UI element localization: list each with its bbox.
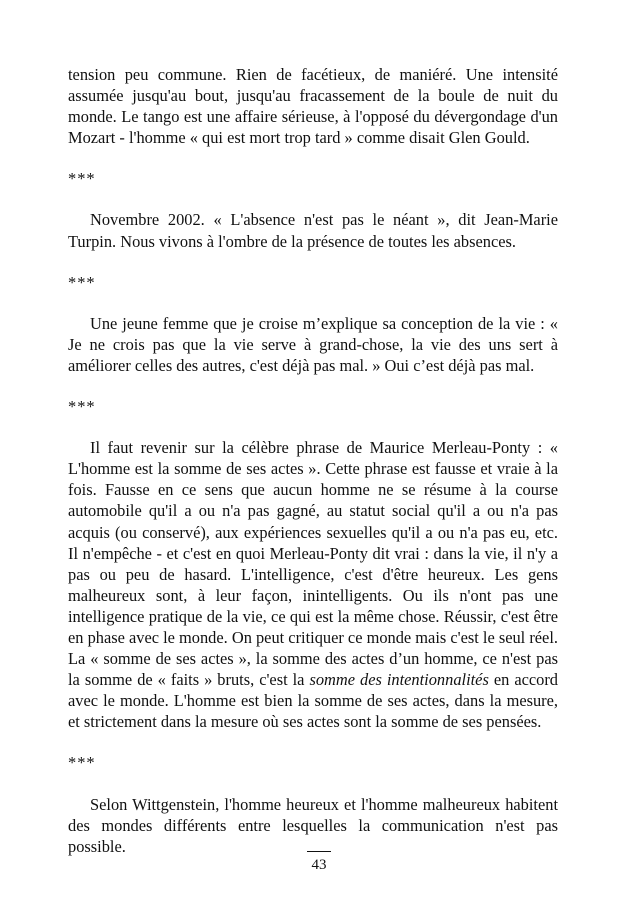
paragraph-merleau-ponty: [68, 437, 558, 732]
section-separator: ***: [68, 169, 96, 189]
emphasis-intentionnalites: somme des intentionnalités: [309, 670, 489, 690]
paragraph-merleau-ponty-part2: en accord avec le monde. L'homme est bien la somme de ses actes, dans la mesure, et strictement dans la mesure où ses actes sont la somme de ses pensées.: [68, 670, 559, 732]
section-separator: ***: [68, 753, 96, 773]
paragraph-absence: Novembre 2002. « L'absence n'est pas le néant », dit Jean-Marie Turpin. Nous vivons à l'ombre de la présence de toutes les absences.: [68, 210, 558, 251]
paragraph-tango: tension peu commune. Rien de facétieux, de maniéré. Une intensité assumée jusqu'au bout, jusqu'au fracassement de la boule de nuit du monde. Le tango est une affaire sérieuse, à l'opposé du dévergondage d'un Mozart - l'homme « qui est mort trop tard » comme disait Glen Gould.: [68, 65, 558, 148]
page-number: 43: [311, 857, 327, 873]
footer-rule: [307, 851, 331, 852]
section-separator: ***: [68, 272, 96, 292]
body-text: [68, 64, 558, 877]
page-footer: [0, 851, 638, 874]
paragraph-merleau-ponty-part1: Il faut revenir sur la célèbre phrase de Maurice Merleau-Ponty : « L'homme est la somme de ses actes ». Cette phrase est fausse et vraie à la fois. Fausse en ce sens que aucun homme ne se résume à la course automobile qu'il a ou n'a pas gagné, au statut social qu'il a ou n'a pas acquis (ou conservé), aux expériences sexuelles qu'il a ou n'a pas eu, etc. Il n'empêche - et c'est en quoi Merleau-Ponty dit vrai : dans la vie, il n'y a pas ou peu de hasard. L'intelligence, c'est d'être heureux. Les gens malheureux sont, à leur façon, inintelligents. Ou ils n'ont pas une intelligence pratique de la vie, ce qui est la même chose. Réussir, c'est être en phase avec le monde. On peut critiquer ce monde mais c'est le seul réel. La « somme de ses actes », la somme des actes d’un homme, ce n'est pas la somme de « faits » bruts, c'est la: [68, 438, 558, 690]
paragraph-young-woman: Une jeune femme que je croise m’explique sa conception de la vie : « Je ne crois pas que la vie serve à grand-chose, la vie des uns sert à améliorer celles des autres, c'est déjà pas mal. » Oui c’est déjà pas mal.: [68, 313, 558, 375]
paragraph-wittgenstein: Selon Wittgenstein, l'homme heureux et l'homme malheureux habitent des mondes différents entre lesquelles la communication n'est pas possible.: [68, 794, 558, 856]
section-separator: ***: [68, 397, 96, 417]
